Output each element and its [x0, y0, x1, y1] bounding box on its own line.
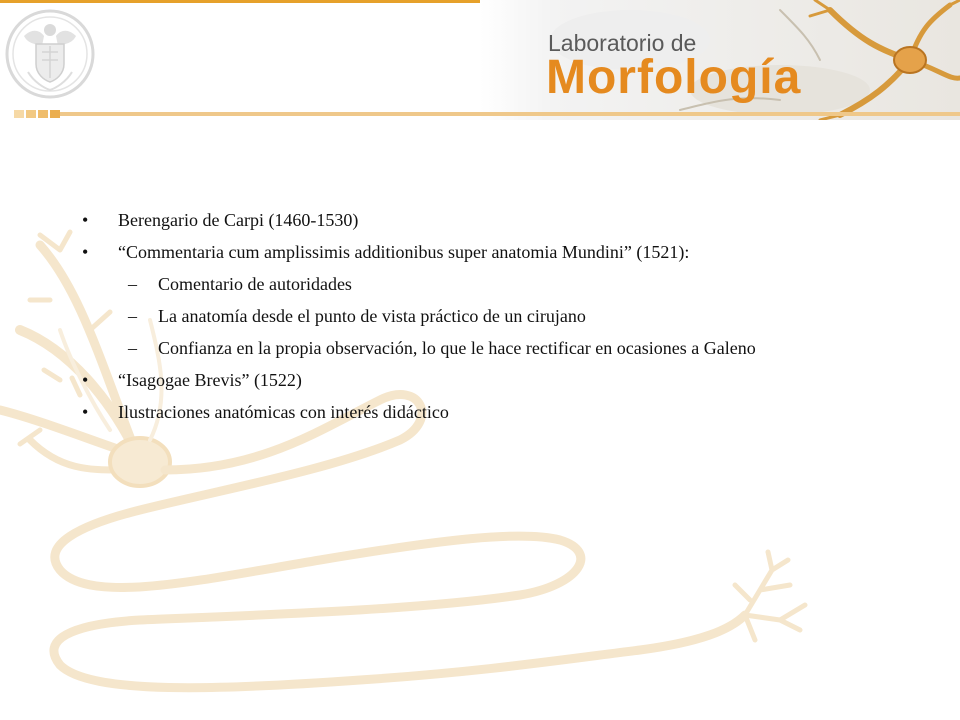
list-item-text: La anatomía desde el punto de vista práctico de un cirujano	[158, 306, 586, 326]
university-crest-icon	[4, 6, 96, 102]
list-item	[72, 204, 932, 236]
list-item	[72, 364, 932, 396]
dash-marker: –	[128, 338, 137, 358]
bullet-marker: •	[82, 242, 89, 262]
decorative-squares	[14, 110, 60, 118]
sub-list-item	[72, 332, 932, 364]
dash-marker: –	[128, 274, 137, 294]
logo-title: Morfología	[546, 51, 802, 104]
sub-list-item	[72, 268, 932, 300]
logo-subtitle: Laboratorio de	[548, 30, 697, 56]
list-item-text: “Isagogae Brevis” (1522)	[118, 370, 302, 390]
bullet-list	[72, 204, 932, 428]
header	[0, 0, 960, 120]
list-item-text: Comentario de autoridades	[158, 274, 352, 294]
list-item-text: Berengario de Carpi (1460-1530)	[118, 210, 359, 230]
bullet-marker: •	[82, 370, 89, 390]
list-item	[72, 236, 932, 268]
slide-content	[72, 204, 932, 428]
list-item-text: “Commentaria cum amplissimis additionibus super anatomia Mundini” (1521):	[118, 242, 690, 262]
dash-marker: –	[128, 306, 137, 326]
list-item-text: Confianza en la propia observación, lo que le hace rectificar en ocasiones a Galeno	[158, 338, 756, 358]
bullet-marker: •	[82, 210, 89, 230]
header-rule	[60, 112, 960, 116]
sub-list-item	[72, 300, 932, 332]
list-item-text: Ilustraciones anatómicas con interés didáctico	[118, 402, 449, 422]
bullet-marker: •	[82, 402, 89, 422]
list-item	[72, 396, 932, 428]
